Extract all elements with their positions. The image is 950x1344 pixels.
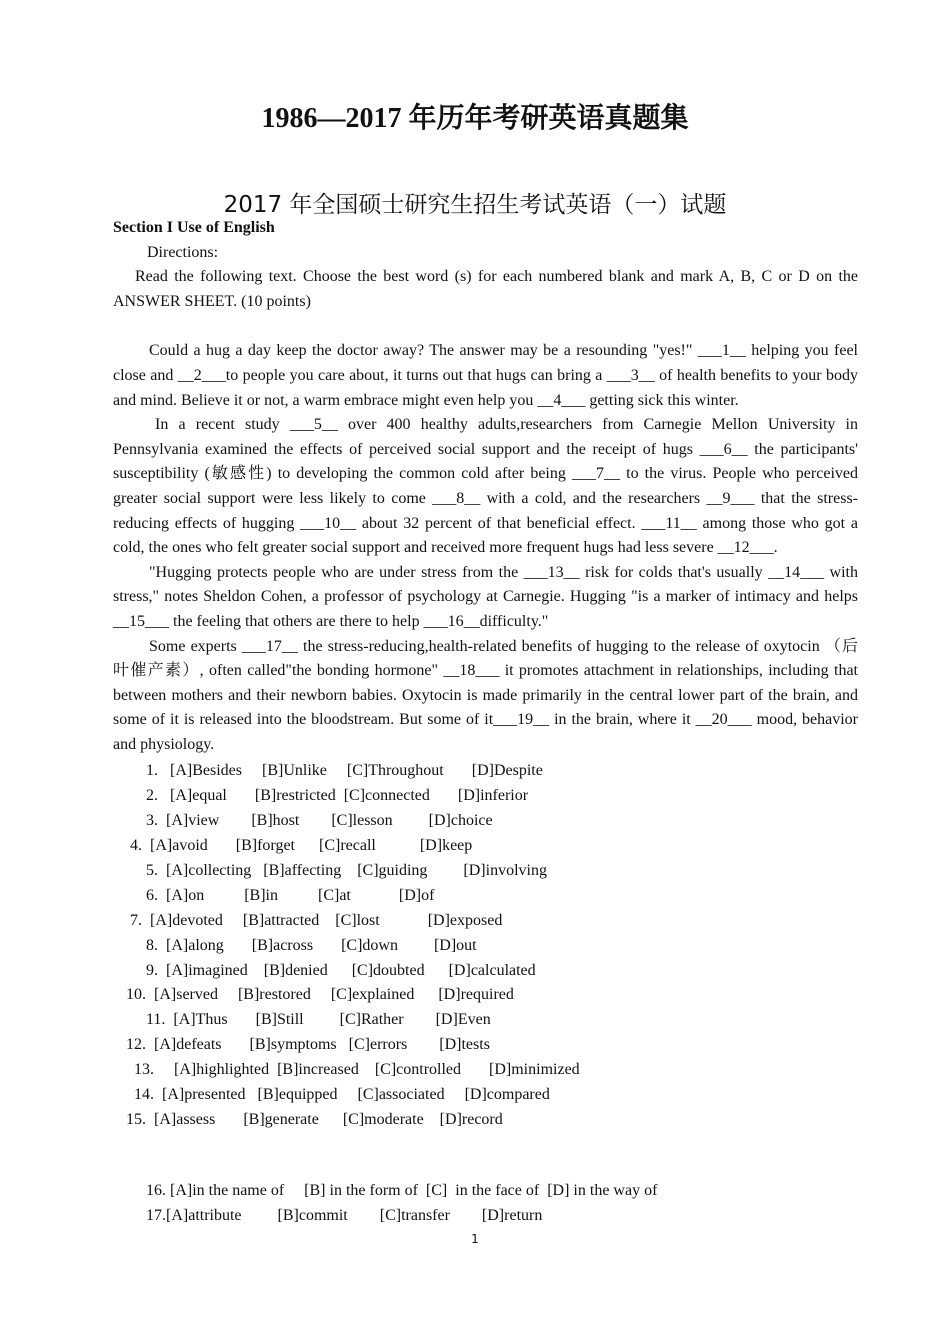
passage-paragraph-1: Could a hug a day keep the doctor away? The answer may be a resounding "yes!" ___1__ helping you feel close and __2___to people you care about, it turns out that hugs can bring a ___3__ of health benefits to your body and mind. Believe it or not, a warm embrace might even help you __4___ getting sick this winter.: [113, 342, 858, 409]
options-list: [113, 759, 858, 1132]
exam-title: 2017 年全国硕士研究生招生考试英语（一）试题: [223, 192, 727, 218]
passage-paragraph-4: Some experts ___17__ the stress-reducing,health-related benefits of hugging to the release of oxytocin （后叶催产素）, often called"the bonding hormone" __18___ it promotes attachment in relationships, including that between mothers and their newborn babies. Oxytocin is made primarily in the central lower part of the brain, and some of it is released into the bloodstream. But some of it___19__ in the brain, where it __20___ mood, behavior and physiology.: [113, 637, 858, 753]
option-row-12: 12. [A]defeats [B]symptoms [C]errors [D]tests: [126, 1036, 490, 1054]
option-row-15: 15. [A]assess [B]generate [C]moderate [D]record: [126, 1110, 503, 1128]
directions-label: Directions:: [147, 243, 219, 261]
book-title: 1986—2017 年历年考研英语真题集: [261, 103, 689, 134]
option-row-13: 13. [A]highlighted [B]increased [C]controlled [D]minimized: [134, 1061, 580, 1079]
option-row-5: 5. [A]collecting [B]affecting [C]guiding [D]involving: [146, 862, 547, 880]
option-row-16: 16. [A]in the name of [B] in the form of [C] in the face of [D] in the way of: [146, 1181, 658, 1199]
option-row-10: 10. [A]served [B]restored [C]explained [D]required: [126, 986, 514, 1004]
passage-paragraph-2: In a recent study ___5__ over 400 healthy adults,researchers from Carnegie Mellon University in Pennsylvania examined the effects of perceived social support and the receipt of hugs ___6__ the participants' susceptibility (敏感性) to developing the common cold after being ___7__ to the virus. People who perceived greater social support were less likely to come ___8__ with a cold, and the researchers __9___ that the stress-reducing effects of hugging ___10__ about 32 percent of that beneficial effect. ___11__ among those who got a cold, the ones who felt greater social support and received more frequent hugs had less severe __12___.: [113, 416, 858, 557]
option-row-11: 11. [A]Thus [B]Still [C]Rather [D]Even: [146, 1011, 491, 1029]
option-row-4: 4. [A]avoid [B]forget [C]recall [D]keep: [130, 837, 473, 855]
option-row-17: 17.[A]attribute [B]commit [C]transfer [D]return: [146, 1206, 543, 1224]
option-row-1: 1. [A]Besides [B]Unlike [C]Throughout [D]Despite: [146, 762, 543, 780]
section-title: Section I Use of English: [113, 219, 275, 236]
option-row-6: 6. [A]on [B]in [C]at [D]of: [146, 886, 435, 904]
option-row-3: 3. [A]view [B]host [C]lesson [D]choice: [146, 812, 493, 830]
document-content: [113, 216, 858, 1229]
option-row-9: 9. [A]imagined [B]denied [C]doubted [D]calculated: [146, 961, 536, 979]
option-row-7: 7. [A]devoted [B]attracted [C]lost [D]exposed: [130, 911, 503, 929]
spacer: [113, 314, 858, 339]
spacer: [113, 1133, 858, 1177]
option-row-14: 14. [A]presented [B]equipped [C]associated [D]compared: [134, 1086, 550, 1104]
page-number: 1: [471, 1232, 479, 1246]
options-list-continued: [113, 1179, 858, 1229]
passage-paragraph-3: "Hugging protects people who are under stress from the ___13__ risk for colds that's usually __14___ with stress," notes Sheldon Cohen, a professor of psychology at Carnegie. Hugging "is a marker of intimacy and helps __15___ the feeling that others are there to help ___16__difficulty.": [113, 563, 858, 630]
option-row-2: 2. [A]equal [B]restricted [C]connected [D]inferior: [146, 787, 529, 805]
instruction-text: Read the following text. Choose the best word (s) for each numbered blank and mark A, B, C or D on the ANSWER SHEET. (10 points): [113, 268, 858, 310]
option-row-8: 8. [A]along [B]across [C]down [D]out: [146, 936, 477, 954]
